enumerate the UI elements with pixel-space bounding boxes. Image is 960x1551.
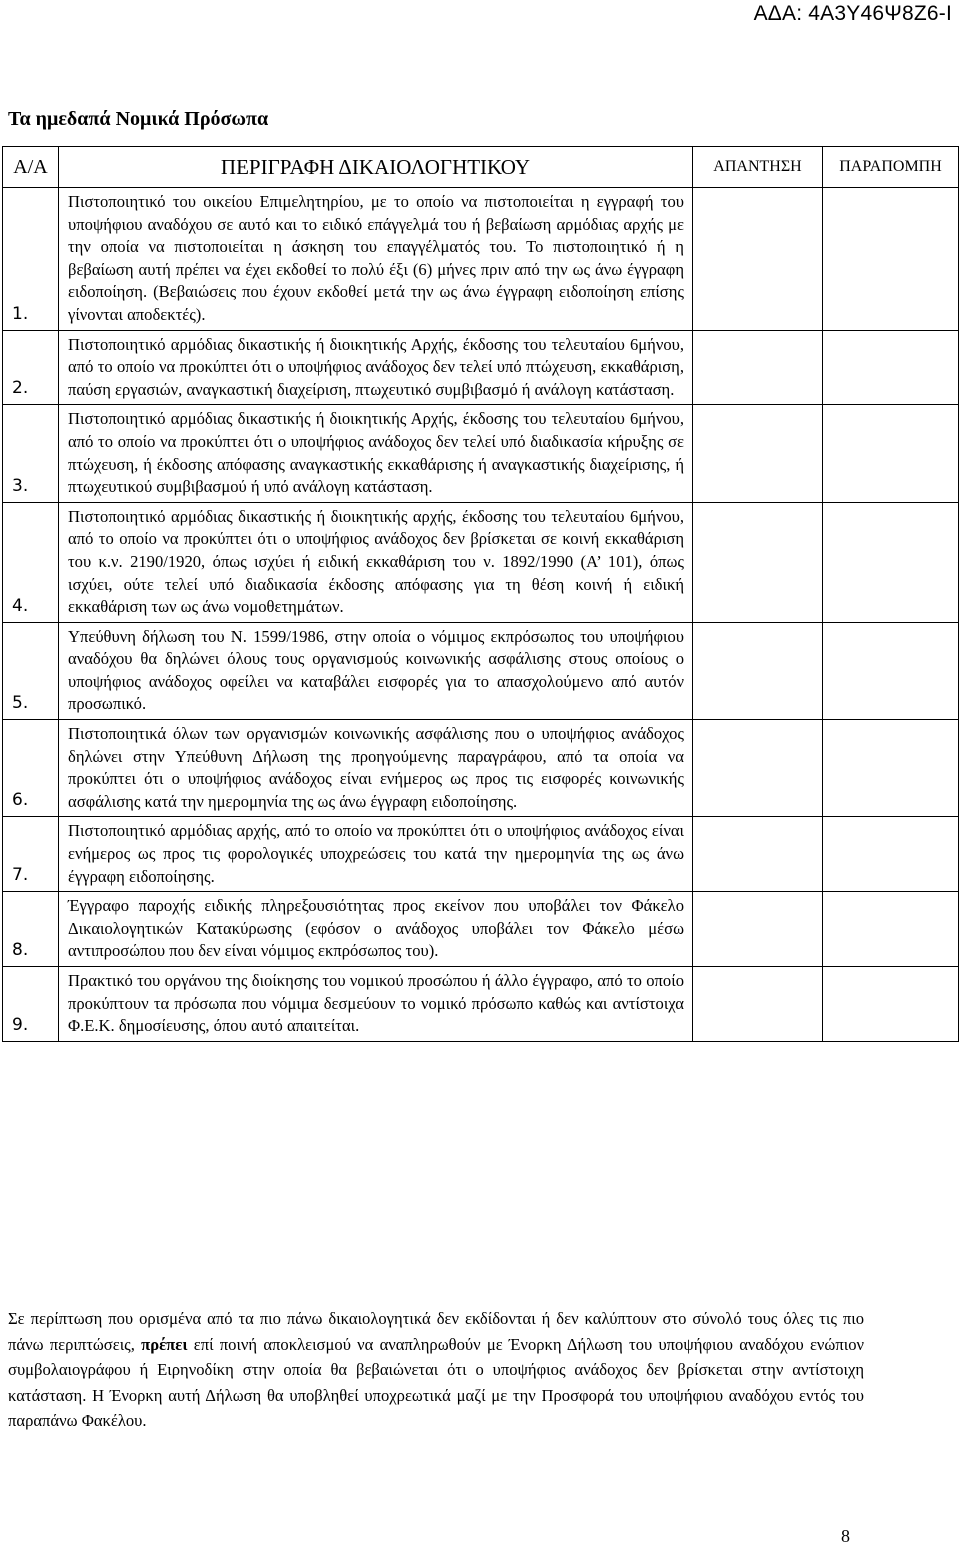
row-description: Πιστοποιητικά όλων των οργανισμών κοινωνικής ασφάλισης που ο υποψήφιος ανάδοχος δηλώνει στην Υπεύθυνη Δήλωση της προηγούμενης παραγράφου, από τα οποία να προκύπτει ότι ο υποψήφιος ανάδοχος είναι ενήμερος ως προς τις εισφορές κοινωνικής ασφάλισης κατά την ημερομηνία της ως άνω έγγραφη ειδοποίησης.	[59, 720, 693, 817]
table-header-row	[3, 147, 959, 188]
row-description: Πιστοποιητικό αρμόδιας δικαστικής ή διοικητικής αρχής, έκδοσης του τελευταίου 6μήνου, από το οποίο να προκύπτει ότι ο υποψήφιος ανάδοχος δεν βρίσκεται σε κοινή εκκαθάριση του κ.ν. 2190/1920, όπως ισχύει ή ειδική εκκαθάριση του ν. 1892/1990 (Α’ 101), όπως ισχύει, ούτε τελεί υπό διαδικασία έκδοσης απόφασης για τη θέση κοινή ή ειδική εκκαθάριση των ως άνω νομοθετημάτων.	[59, 502, 693, 622]
row-reference	[823, 817, 959, 892]
requirements-table	[2, 146, 959, 1042]
table-row	[3, 330, 959, 405]
row-reference	[823, 892, 959, 967]
table-row	[3, 502, 959, 622]
row-answer	[693, 502, 823, 622]
row-number: 7.	[3, 817, 59, 892]
header-description: ΠΕΡΙΓΡΑΦΗ ΔΙΚΑΙΟΛΟΓΗΤΙΚΟΥ	[59, 147, 693, 188]
header-reference: ΠΑΡΑΠΟΜΠΗ	[823, 147, 959, 188]
row-answer	[693, 720, 823, 817]
row-number: 5.	[3, 622, 59, 719]
row-description: Πιστοποιητικό του οικείου Επιμελητηρίου, με το οποίο να πιστοποιείται η εγγραφή του υποψήφιου αναδόχου σε αυτό και το ειδικό επάγγελμά του ή βεβαίωση αρμόδιας αρχής με την οποία να πιστοποιείται η άσκηση του επαγγέλματός του. Το πιστοποιητικό ή η βεβαίωση αυτή πρέπει να έχει εκδοθεί το πολύ έξι (6) μήνες πριν από την ως άνω έγγραφη ειδοποίηση. (Βεβαιώσεις που έχουν εκδοθεί μετά την ως άνω έγγραφη ειδοποίηση επίσης γίνονται αποδεκτές).	[59, 188, 693, 331]
row-number: 4.	[3, 502, 59, 622]
row-number: 2.	[3, 330, 59, 405]
table-row	[3, 967, 959, 1042]
row-number: 9.	[3, 967, 59, 1042]
document-code: ΑΔΑ: 4Α3Υ46Ψ8Ζ6-Ι	[753, 2, 952, 25]
table-row	[3, 188, 959, 331]
table-row	[3, 720, 959, 817]
table-row	[3, 817, 959, 892]
row-number: 8.	[3, 892, 59, 967]
row-number: 3.	[3, 405, 59, 502]
header-answer: ΑΠΑΝΤΗΣΗ	[693, 147, 823, 188]
row-answer	[693, 622, 823, 719]
row-reference	[823, 502, 959, 622]
footnote-bold-word: πρέπει	[141, 1334, 188, 1354]
section-title: Τα ημεδαπά Νομικά Πρόσωπα	[8, 108, 269, 130]
row-reference	[823, 720, 959, 817]
table-row	[3, 405, 959, 502]
row-description: Έγγραφο παροχής ειδικής πληρεξουσιότητας προς εκείνον που υποβάλει τον Φάκελο Δικαιολογητικών Κατακύρωσης (εφόσον ο ανάδοχος υποβάλει τον Φάκελο μέσω αντιπροσώπου που δεν είναι νόμιμος εκπρόσωπος του).	[59, 892, 693, 967]
row-reference	[823, 330, 959, 405]
footnote-text-end: επί ποινή αποκλεισμού να αναπληρωθούν με Ένορκη Δήλωση του υποψήφιου αναδόχου ενώπιον συμβολαιογράφου ή Ειρηνοδίκη στην οποία θα βεβαιώνεται ότι ο υποψήφιος ανάδοχος δεν βρίσκεται στην αντίστοιχη κατάσταση. Η Ένορκη αυτή Δήλωση θα υποβληθεί υποχρεωτικά μαζί με την Προσφορά του υποψήφιου αναδόχου εντός του παραπάνω Φακέλου.	[8, 1334, 864, 1430]
table-row	[3, 622, 959, 719]
footnote-paragraph	[8, 1306, 864, 1434]
row-description: Υπεύθυνη δήλωση του Ν. 1599/1986, στην οποία ο νόμιμος εκπρόσωπος του υποψήφιου αναδόχου θα δηλώνει όλους τους οργανισμούς κοινωνικής ασφάλισης στους οποίους ο υποψήφιος ανάδοχος οφείλει να καταβάλει εισφορές για το απασχολούμενο από αυτόν προσωπικό.	[59, 622, 693, 719]
page-number: 8	[841, 1526, 850, 1546]
row-description: Πιστοποιητικό αρμόδιας δικαστικής ή διοικητικής Αρχής, έκδοσης του τελευταίου 6μήνου, από το οποίο να προκύπτει ότι ο υποψήφιος ανάδοχος δεν τελεί υπό διαδικασία κήρυξης σε πτώχευση, ή έκδοσης απόφασης αναγκαστικής εκκαθάρισης ή αναγκαστικής διαχείρισης, ή πτωχευτικού συμβιβασμού ή υπό ανάλογη κατάσταση.	[59, 405, 693, 502]
row-answer	[693, 330, 823, 405]
row-answer	[693, 817, 823, 892]
row-answer	[693, 188, 823, 331]
footnote-text-start: Σε περίπτωση που ορισμένα από τα πιο πάνω δικαιολογητικά δεν εκδίδονται ή δεν καλύπτουν στο σύνολό τους όλες τις πιο πάνω περιπτώσεις,	[8, 1309, 864, 1354]
row-reference	[823, 622, 959, 719]
header-aa: Α/Α	[3, 147, 59, 188]
row-description: Πιστοποιητικό αρμόδιας δικαστικής ή διοικητικής Αρχής, έκδοσης του τελευταίου 6μήνου, από το οποίο να προκύπτει ότι ο υποψήφιος ανάδοχος δεν τελεί υπό πτώχευση, εκκαθάριση, παύση εργασιών, αναγκαστική διαχείριση, πτωχευτικό συμβιβασμό ή ανάλογη κατάσταση.	[59, 330, 693, 405]
row-number: 6.	[3, 720, 59, 817]
row-reference	[823, 188, 959, 331]
row-reference	[823, 405, 959, 502]
table-row	[3, 892, 959, 967]
row-description: Πρακτικό του οργάνου της διοίκησης του νομικού προσώπου ή άλλο έγγραφο, από το οποίο προκύπτουν τα πρόσωπα που νόμιμα δεσμεύουν το νομικό πρόσωπο καθώς και αντίστοιχα Φ.Ε.Κ. δημοσίευσης, όπου αυτό απαιτείται.	[59, 967, 693, 1042]
row-number: 1.	[3, 188, 59, 331]
row-description: Πιστοποιητικό αρμόδιας αρχής, από το οποίο να προκύπτει ότι ο υποψήφιος ανάδοχος είναι ενήμερος ως προς τις φορολογικές υποχρεώσεις του κατά την ημερομηνία της ως άνω έγγραφη ειδοποίησης.	[59, 817, 693, 892]
row-answer	[693, 892, 823, 967]
row-answer	[693, 967, 823, 1042]
row-answer	[693, 405, 823, 502]
row-reference	[823, 967, 959, 1042]
